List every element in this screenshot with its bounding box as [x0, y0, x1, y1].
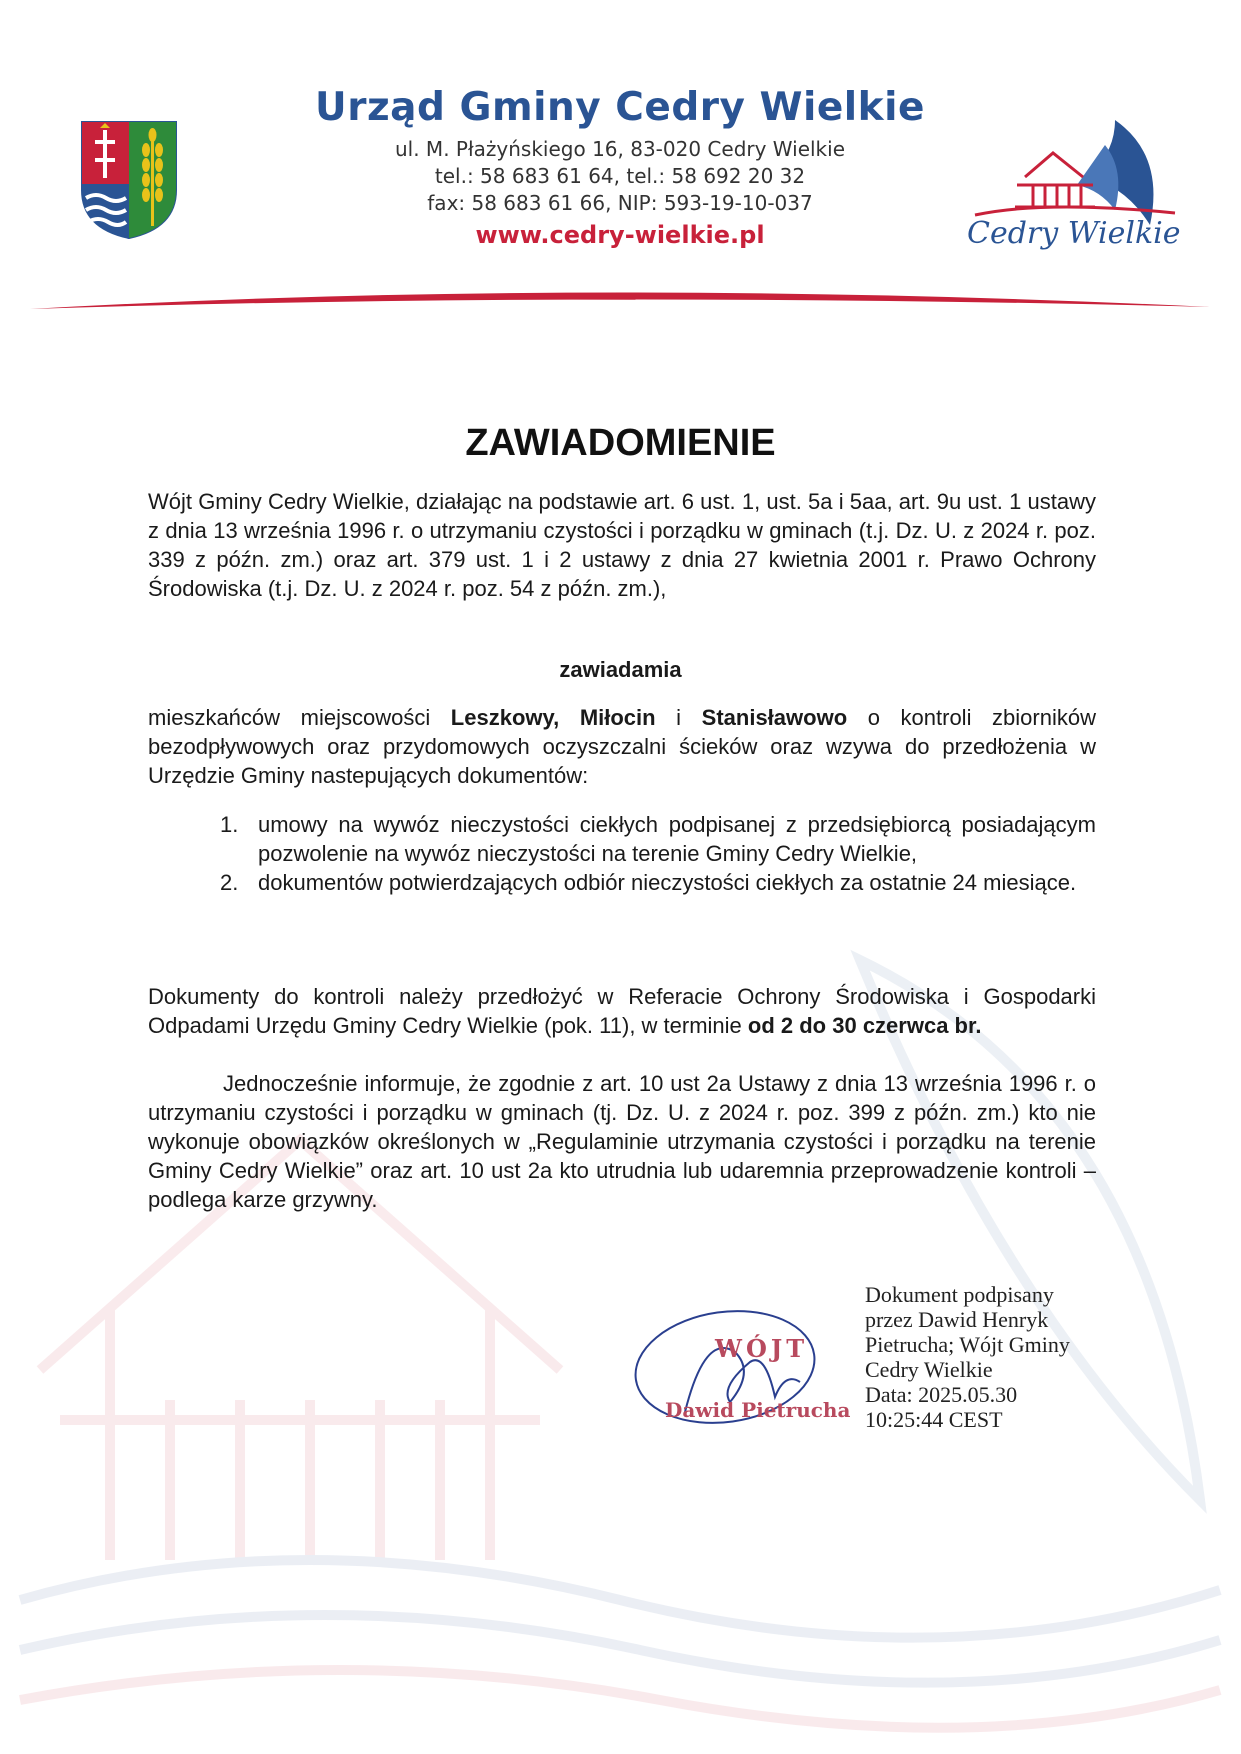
digital-signature-info [865, 1282, 1125, 1432]
deadline-pre: Dokumenty do kontroli należy przedłożyć w Referacie Ochrony Środowiska i Gospodarki Odpadami Urzędu Gminy Cedry Wielkie (pok. 11), w terminie [148, 984, 1096, 1038]
website-link[interactable]: www.cedry-wielkie.pl [475, 221, 765, 249]
letterhead [220, 85, 1020, 249]
document-title: ZAWIADOMIENIE [465, 422, 776, 464]
required-documents-list [148, 810, 1096, 897]
signature-line: Dokument podpisany [865, 1282, 1054, 1307]
place-leszkowy: Leszkowy, [450, 705, 560, 730]
conjunction: i [655, 705, 702, 730]
place-milocin: Miłocin [579, 705, 656, 730]
list-number: 2. [220, 870, 239, 895]
penalty-text: Jednocześnie informuje, że zgodnie z art. 10 ust 2a Ustawy z dnia 13 września 1996 r. o utrzymaniu czystości i porządku w gminach (tj. Dz. U. z 2024 r. poz. 399 z późn. zm.) kto nie wykonuje obowiązków określonych w „Regulaminie utrzymania czystości i porządku na terenie Gminy Cedry Wielkie” oraz art. 10 ust 2a kto utrudnia lub udaremnia przeprowadzenie kontroli – podlega karze grzywny. [148, 1071, 1096, 1212]
signature-line: Data: 2025.05.30 [865, 1382, 1018, 1407]
residents-paragraph [148, 703, 1096, 790]
list-item [148, 868, 1096, 897]
cedry-wielkie-logo-icon [965, 115, 1185, 255]
penalty-paragraph [148, 1069, 1096, 1214]
intro-paragraph: Wójt Gminy Cedry Wielkie, działając na podstawie art. 6 ust. 1, ust. 5a i 5aa, art. 9u ust. 1 ustawy z dnia 13 września 1996 r. o utrzymaniu czystości i porządku w gminach (t.j. Dz. U. z 2024 r. poz. 339 z późn. zm.) oraz art. 379 ust. 1 i 2 ustawy z dnia 27 kwietnia 2001 r. Prawo Ochrony Środowiska (t.j. Dz. U. z 2024 r. poz. 54 z późn. zm.), [148, 489, 1096, 601]
place-stanislawowo: Stanisławowo [701, 705, 848, 730]
signature-line: Cedry Wielkie [865, 1357, 993, 1382]
list-item [148, 810, 1096, 868]
announces-heading: zawiadamia [559, 657, 682, 682]
deadline-paragraph [148, 982, 1096, 1040]
stamp-name: Dawid Pietrucha [665, 1398, 851, 1422]
signature-line: Pietrucha; Wójt Gminy [865, 1332, 1070, 1357]
coat-of-arms-icon [80, 120, 178, 240]
list-number: 1. [220, 812, 239, 837]
fax-nip: fax: 58 683 61 66, NIP: 593-19-10-037 [427, 191, 813, 215]
phone-numbers: tel.: 58 683 61 64, tel.: 58 692 20 32 [434, 164, 806, 188]
deadline-dates: od 2 do 30 czerwca br. [747, 1013, 982, 1038]
organization-name: Urząd Gminy Cedry Wielkie [315, 85, 925, 130]
address: ul. M. Płażyńskiego 16, 83-020 Cedry Wielkie [394, 137, 846, 161]
residents-pre: mieszkańców miejscowości [148, 705, 451, 730]
header-divider [30, 285, 1210, 315]
signature-line: 10:25:44 CEST [865, 1407, 1003, 1432]
logo-text: Cedry Wielkie [967, 216, 1181, 251]
residents-post: o kontroli zbiorników bezodpływowych oraz przydomowych oczyszczalni ścieków oraz wzywa do przedłożenia w Urzędzie Gminy nastepujących dokumentów: [148, 705, 1096, 788]
signature-stamp [625, 1292, 865, 1442]
stamp-title: WÓJT [715, 1334, 809, 1363]
list-item-text: umowy na wywóz nieczystości ciekłych podpisanej z przedsiębiorcą posiadającym pozwolenie na wywóz nieczystości na terenie Gminy Cedry Wielkie, [258, 812, 1096, 866]
list-item-text: dokumentów potwierdzających odbiór nieczystości ciekłych za ostatnie 24 miesiące. [258, 870, 1077, 895]
signature-line: przez Dawid Henryk [865, 1307, 1049, 1332]
